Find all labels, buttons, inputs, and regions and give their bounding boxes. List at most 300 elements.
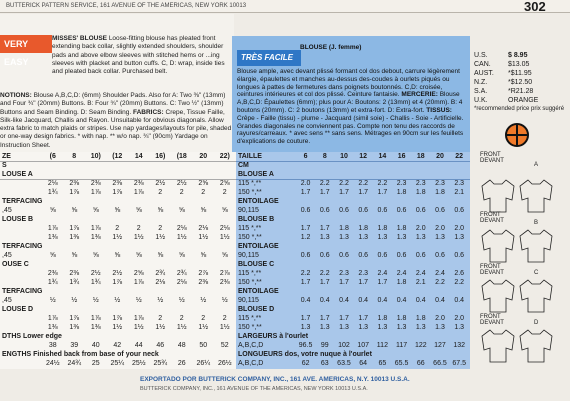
chart-cell: 1.3	[339, 324, 349, 331]
chart-cell: 2	[222, 315, 227, 322]
chart-cell: ⅝	[178, 207, 185, 214]
garment-illustrations	[470, 150, 570, 370]
chart-cell: 0.6	[358, 252, 369, 259]
chart-cell: 1.3	[454, 234, 465, 241]
chart-cell: ½	[135, 297, 142, 304]
chart-cell: 1⅞	[69, 315, 80, 322]
chart-cell: 1⅞	[47, 225, 58, 232]
chart-row	[0, 323, 236, 332]
chart-cell: 0.6	[435, 207, 445, 214]
chart-row-label: S	[2, 162, 7, 169]
chart-cell: 1⅞	[90, 315, 101, 322]
chart-cell: ½	[92, 297, 99, 304]
chart-cell: 1⅜	[69, 234, 80, 241]
chart-cell: 38	[48, 342, 57, 349]
chart-cell: 0.4	[377, 297, 388, 304]
chart-row-label: A,B,C,D	[238, 360, 264, 367]
chart-cell: 1.3	[339, 234, 349, 241]
chart-cell: 18	[416, 153, 425, 160]
chart-cell: 1½	[198, 324, 209, 331]
chart-cell: 1.3	[319, 234, 330, 241]
chart-row	[236, 278, 470, 287]
chart-row	[0, 188, 236, 197]
chart-cell: 1.7	[319, 279, 330, 286]
chart-row	[236, 305, 470, 314]
price-region: CAN.	[474, 61, 491, 68]
chart-row-label: LARGEURS à l'ourlet	[238, 333, 309, 340]
chart-cell: 64	[359, 360, 368, 367]
chart-cell: 2⅜	[47, 270, 58, 277]
yardage-chart	[0, 152, 470, 369]
chart-cell: 0.6	[415, 207, 426, 214]
chart-cell: 22)	[219, 153, 230, 160]
chart-cell: 1.8	[396, 189, 407, 196]
chart-row	[236, 287, 470, 296]
chart-cell: 1.8	[339, 225, 349, 232]
price-list	[474, 52, 570, 106]
chart-cell: 2.2	[339, 180, 349, 187]
price-region: N.Z.	[474, 79, 488, 86]
chart-cell: 66.5	[433, 360, 447, 367]
chart-cell: 1½	[133, 234, 144, 241]
chart-cell: 1.8	[396, 279, 407, 286]
chart-row-label: BLOUSE B	[238, 216, 275, 223]
right-description-body	[237, 68, 469, 146]
chart-cell: 0.6	[319, 252, 330, 259]
tissus-label: TISSUS:	[426, 106, 452, 114]
chart-cell: 132	[453, 342, 466, 349]
chart-cell: 1.7	[339, 189, 349, 196]
chart-row-label: ZE	[2, 153, 11, 160]
chart-cell: 112	[376, 342, 388, 349]
chart-cell: 1⅞	[69, 225, 80, 232]
chart-cell: 127	[434, 342, 446, 349]
chart-cell: 1⅞	[112, 315, 123, 322]
chart-cell: 1.7	[319, 225, 330, 232]
chart-cell: 1.7	[319, 189, 330, 196]
chart-row-label: BLOUSE D	[238, 306, 275, 313]
chart-cell: 1.3	[358, 234, 369, 241]
chart-cell: 1.7	[358, 315, 369, 322]
chart-cell: 0.4	[396, 297, 407, 304]
chart-cell: 99	[320, 342, 329, 349]
chart-cell: 62	[301, 360, 310, 367]
chart-cell: ½	[49, 297, 56, 304]
right-description	[300, 44, 470, 52]
chart-cell: 1⅜	[90, 234, 101, 241]
chart-cell: 1.7	[300, 189, 311, 196]
chart-cell: 1.3	[415, 234, 426, 241]
chart-cell: 2.2	[319, 180, 330, 187]
chart-cell: 25	[91, 360, 100, 367]
chart-row	[0, 233, 236, 242]
chart-row	[0, 251, 236, 260]
chart-row-label: CM	[238, 162, 249, 169]
price-row	[474, 88, 570, 97]
chart-cell: 2.4	[435, 270, 445, 277]
chart-cell: (18	[176, 153, 187, 160]
chart-row-label: TERFACING	[2, 198, 43, 205]
chart-cell: 2⅛	[176, 225, 187, 232]
chart-row	[236, 269, 470, 278]
chart-row-label: LONGUEURS dos, votre nuque à l'ourlet	[238, 351, 372, 358]
chart-row	[236, 341, 470, 350]
chart-row	[0, 314, 236, 323]
price-row	[474, 79, 570, 88]
chart-cell: 1⅞	[47, 315, 58, 322]
price-value: *$11.95	[508, 70, 532, 77]
chart-row-label: LOUSE D	[2, 306, 34, 313]
figure-label-front-c: FRONT DEVANT	[480, 264, 504, 276]
chart-cell: 26	[177, 360, 186, 367]
chart-row	[236, 314, 470, 323]
chart-cell: 39	[70, 342, 79, 349]
chart-cell: 1.3	[300, 324, 311, 331]
chart-cell: 2.0	[435, 315, 445, 322]
chart-cell: 1⅞	[69, 189, 80, 196]
chart-cell: ⅝	[92, 207, 99, 214]
chart-cell: 1½	[176, 234, 187, 241]
price-value: ORANGE	[508, 97, 539, 104]
chart-cell: 1.7	[319, 315, 330, 322]
chart-cell: (6	[49, 153, 56, 160]
very-easy-banner: VERY EASY	[0, 35, 52, 53]
chart-row-label: LOUSE A	[2, 171, 33, 178]
chart-cell: 8	[322, 153, 327, 160]
chart-cell: 2½	[112, 270, 123, 277]
chart-cell: 0.6	[377, 207, 388, 214]
chart-cell: 2.1	[454, 189, 465, 196]
chart-row-label: 115 *,**	[238, 270, 262, 277]
chart-row	[236, 224, 470, 233]
price-row	[474, 61, 570, 70]
chart-cell: 1⅞	[112, 279, 123, 286]
chart-cell: 2.2	[454, 279, 465, 286]
chart-cell: ⅝	[114, 207, 121, 214]
chart-cell: 1½	[112, 234, 123, 241]
chart-cell: 1⅞	[133, 189, 144, 196]
chart-row-label: TERFACING	[2, 288, 43, 295]
crosshair-icon	[505, 123, 529, 147]
chart-cell: 1.8	[396, 315, 407, 322]
price-value: *R21.28	[508, 88, 534, 95]
chart-row-label: DTHS Lower edge	[2, 333, 62, 340]
chart-row	[0, 278, 236, 287]
chart-cell: 1¾	[47, 189, 58, 196]
chart-cell: 20	[436, 153, 444, 160]
chart-cell: 2⅜	[133, 180, 144, 187]
tissus-text: Crêpe - Faille (tissu) - plume - Jacquard (simil soie) - Challis - Soie - Artificielle. Grandes diagonales ne conviennent pas. Compte non tenu des raccords de rayures/carreaux. * avec sens ** sans sens.	[237, 114, 464, 138]
chart-row	[236, 161, 470, 170]
chart-cell: 1¾	[47, 279, 58, 286]
chart-cell: 20	[199, 153, 208, 160]
chart-row	[0, 341, 236, 350]
chart-row	[0, 332, 236, 341]
chart-cell: 2.0	[415, 225, 426, 232]
chart-cell: 2.2	[435, 279, 445, 286]
chart-cell: 1.3	[377, 234, 388, 241]
pattern-number: 302	[524, 0, 546, 14]
chart-row	[0, 269, 236, 278]
chart-row-label: 150 *,**	[238, 324, 262, 331]
chart-cell: 2½	[176, 180, 187, 187]
chart-cell: 1½	[219, 234, 230, 241]
left-notions-fabrics	[0, 52, 232, 150]
chart-row	[0, 260, 236, 269]
chart-cell: 46	[156, 342, 165, 349]
chart-row-label: 90,115	[238, 207, 259, 214]
chart-row	[236, 215, 470, 224]
chart-cell: ½	[71, 297, 78, 304]
chart-cell: 1⅞	[90, 189, 101, 196]
tres-facile-banner: TRÈS FACILE	[237, 50, 301, 66]
chart-cell: 52	[220, 342, 229, 349]
chart-cell: 1.7	[300, 315, 311, 322]
chart-cell: 0.4	[358, 297, 369, 304]
chart-cell: ½	[200, 297, 207, 304]
notions-label: NOTIONS:	[0, 92, 32, 99]
chart-row-label: OUSE C	[2, 261, 29, 268]
chart-cell: 65	[378, 360, 387, 367]
footer-line-1: EXPORTADO POR BUTTERICK COMPANY, INC., 161 AVE. AMERICAS, N.Y. 10013 U.S.A.	[140, 376, 410, 383]
chart-cell: 1.3	[435, 324, 445, 331]
fabrics-label: FABRICS:	[132, 108, 164, 116]
chart-cell: 2⅜	[112, 180, 123, 187]
chart-cell: 2.4	[377, 270, 388, 277]
chart-cell: 0.4	[319, 297, 330, 304]
footer	[0, 370, 570, 401]
chart-cell: 1.7	[377, 279, 388, 286]
chart-row-label: ENTOILAGE	[238, 288, 279, 295]
chart-cell: 0.6	[339, 252, 349, 259]
chart-cell: 0.6	[300, 252, 311, 259]
chart-cell: 26½	[217, 360, 232, 367]
chart-cell: 1.7	[339, 315, 349, 322]
price-region: U.S.	[474, 52, 488, 59]
chart-row	[236, 350, 470, 359]
fabrics-text: Crepe, Tissue Faille, Silk-like Jacquard, Challis and Rayon. Unsuitable for obvious diagonals. Allow extra fabric to match plaids or stripes. Use nap yardages/layouts for pile, shaded or one-way design fabrics. * with nap. ** w/o nap. ¾" (90cm) Yardage on Instruction Sheet.	[0, 108, 232, 149]
left-desc-lead: MISSES' BLOUSE	[52, 35, 107, 42]
chart-row	[0, 350, 236, 359]
chart-cell: 0.6	[415, 252, 426, 259]
chart-cell: 1.8	[435, 189, 445, 196]
chart-row	[0, 296, 236, 305]
chart-cell: 2.3	[396, 180, 407, 187]
chart-cell: 2.0	[435, 225, 445, 232]
chart-row	[0, 215, 236, 224]
price-region: S.A.	[474, 88, 488, 95]
chart-cell: ⅝	[221, 252, 228, 259]
chart-cell: 2	[158, 225, 163, 232]
chart-cell: 1⅞	[133, 315, 144, 322]
chart-cell: 1¾	[69, 279, 80, 286]
chart-cell: 2	[201, 189, 206, 196]
chart-row-label: 115 *,**	[238, 180, 262, 187]
chart-cell: 117	[396, 342, 408, 349]
chart-row	[236, 260, 470, 269]
chart-cell: 1.7	[358, 189, 369, 196]
chart-cell: 1½	[112, 324, 123, 331]
chart-cell: 1.7	[339, 279, 349, 286]
chart-cell: ½	[178, 297, 185, 304]
chart-cell: 44	[134, 342, 143, 349]
chart-cell: 12	[359, 153, 368, 160]
chart-row	[0, 152, 236, 161]
chart-cell: 14	[134, 153, 143, 160]
chart-cell: 2.3	[435, 180, 445, 187]
chart-cell: 25¼	[110, 360, 125, 367]
chart-cell: ⅝	[71, 252, 78, 259]
chart-cell: 2⅛	[47, 180, 58, 187]
chart-row-label: BLOUSE C	[238, 261, 275, 268]
chart-cell: 1⅜	[69, 324, 80, 331]
blouse-sketches-icon	[470, 150, 570, 370]
chart-cell: 2.6	[454, 270, 465, 277]
chart-cell: 96.5	[298, 342, 313, 349]
chart-row	[0, 179, 236, 188]
chart-cell: 2.3	[415, 180, 426, 187]
price-value: $13.05	[508, 61, 530, 68]
chart-cell: 24½	[45, 360, 60, 367]
chart-cell: 2½	[155, 180, 166, 187]
figure-label-front-b: FRONT DEVANT	[480, 212, 504, 224]
chart-cell: 1½	[155, 234, 166, 241]
chart-cell: ½	[114, 297, 121, 304]
chart-cell: 2⅜	[90, 180, 101, 187]
chart-cell: 2	[158, 189, 163, 196]
chart-cell: ⅝	[200, 252, 207, 259]
chart-cell: 48	[177, 342, 186, 349]
price-note: *recommended price prix suggéré	[474, 106, 565, 112]
chart-cell: 1.3	[435, 234, 445, 241]
chart-cell: 1½	[133, 324, 144, 331]
chart-row	[236, 233, 470, 242]
chart-cell: 22	[455, 153, 464, 160]
chart-cell: 25½	[131, 360, 146, 367]
chart-cell: 1.7	[377, 189, 388, 196]
chart-cell: 25¾	[153, 360, 168, 367]
chart-cell: ⅝	[157, 252, 164, 259]
chart-cell: 2⅜	[69, 270, 80, 277]
chart-cell: 2⅛	[219, 225, 230, 232]
chart-row-label: ,45	[2, 297, 12, 304]
chart-cell: 0.4	[415, 297, 426, 304]
chart-cell: 0.6	[300, 207, 311, 214]
chart-cell: 1.3	[319, 324, 330, 331]
chart-cell: 2⅜	[69, 180, 80, 187]
chart-row-label: TAILLE	[238, 153, 262, 160]
chart-cell: 2.0	[454, 225, 465, 232]
chart-cell: 1.8	[396, 225, 407, 232]
chart-cell: 1.8	[377, 315, 388, 322]
chart-cell: 2⅞	[198, 270, 209, 277]
chart-cell: 2.2	[377, 180, 388, 187]
chart-row	[236, 359, 470, 368]
chart-cell: ⅝	[157, 207, 164, 214]
chart-cell: 1.7	[358, 279, 369, 286]
chart-cell: 0.4	[339, 297, 349, 304]
chart-row	[236, 197, 470, 206]
chart-cell: 1.2	[300, 234, 311, 241]
chart-cell: 1½	[176, 324, 187, 331]
mercerie-label: MERCERIE:	[401, 91, 438, 99]
chart-row-label: BLOUSE A	[238, 171, 274, 178]
chart-cell: 1½	[219, 324, 230, 331]
chart-cell: ⅝	[49, 252, 56, 259]
figure-label-b: B	[534, 220, 539, 226]
chart-cell: 1⅜	[90, 324, 101, 331]
chart-row	[0, 242, 236, 251]
chart-cell: 0.6	[454, 207, 465, 214]
chart-cell: 2	[158, 315, 163, 322]
chart-row-label: 90,115	[238, 297, 259, 304]
footer-line-2: BUTTERICK COMPANY, INC., 161 AVENUE OF THE AMERICAS, NEW YORK 10013 U.S.A.	[140, 386, 368, 392]
chart-cell: 2.4	[396, 270, 407, 277]
chart-row	[236, 251, 470, 260]
chart-row-label: TERFACING	[2, 243, 43, 250]
chart-cell: 2.4	[415, 270, 426, 277]
chart-cell: 1½	[155, 324, 166, 331]
chart-cell: 63.5	[337, 360, 351, 367]
chart-cell: 1⅜	[47, 324, 58, 331]
chart-cell: 1.3	[415, 324, 426, 331]
chart-row	[0, 305, 236, 314]
chart-cell: 2½	[90, 270, 101, 277]
chart-cell: 2⅝	[198, 180, 209, 187]
chart-row	[236, 206, 470, 215]
chart-cell: 0.6	[396, 252, 407, 259]
chart-row-label: LOUSE B	[2, 216, 34, 223]
left-desc-rest: Loose-fitting blouse has pleated front extending back collar, slightly extended shoulders, shoulder pads and above elbow sleeves with stitched hems or ...ing sleeves with placket and button cuffs. C, D: wrap, inside ties and pleated back collar. Purchased belt.	[52, 35, 225, 76]
chart-row	[236, 332, 470, 341]
chart-cell: 1.3	[358, 324, 369, 331]
chart-row	[236, 188, 470, 197]
chart-cell: 0.6	[377, 252, 388, 259]
figure-label-front-a: FRONT DEVANT	[480, 152, 504, 164]
chart-cell: 24¾	[67, 360, 82, 367]
chart-cell: 2	[222, 189, 227, 196]
chart-row-label: 150 *,**	[238, 234, 262, 241]
figure-label-a: A	[534, 162, 539, 168]
chart-cell: 2⅛	[198, 225, 209, 232]
chart-row	[0, 287, 236, 296]
chart-cell: 2.2	[300, 270, 311, 277]
chart-cell: (12	[112, 153, 123, 160]
chart-cell: 0.6	[454, 252, 465, 259]
chart-cell: 65.5	[394, 360, 409, 367]
chart-row-label: 115 *,**	[238, 225, 262, 232]
chart-cell: 2⅝	[219, 180, 230, 187]
yardage-chart-imperial	[0, 152, 236, 369]
chart-cell: 2	[201, 315, 206, 322]
metrage-note: Métrages en 90cm sur les feuillets d'explications de couture.	[237, 130, 464, 146]
chart-cell: 2¾	[155, 270, 166, 277]
chart-cell: 0.6	[319, 207, 330, 214]
chart-row-label: 90,115	[238, 252, 259, 259]
chart-cell: 0.4	[454, 297, 465, 304]
chart-cell: 2⅝	[133, 270, 144, 277]
chart-cell: 1⅞	[90, 225, 101, 232]
chart-cell: 6	[303, 153, 308, 160]
chart-row	[0, 161, 236, 170]
chart-cell: 2⅛	[176, 279, 187, 286]
chart-cell: 107	[357, 342, 370, 349]
chart-cell: 42	[113, 342, 122, 349]
figure-label-d: D	[534, 320, 539, 326]
chart-cell: 26¼	[196, 360, 211, 367]
chart-cell: 1⅜	[47, 234, 58, 241]
chart-row	[0, 359, 236, 368]
